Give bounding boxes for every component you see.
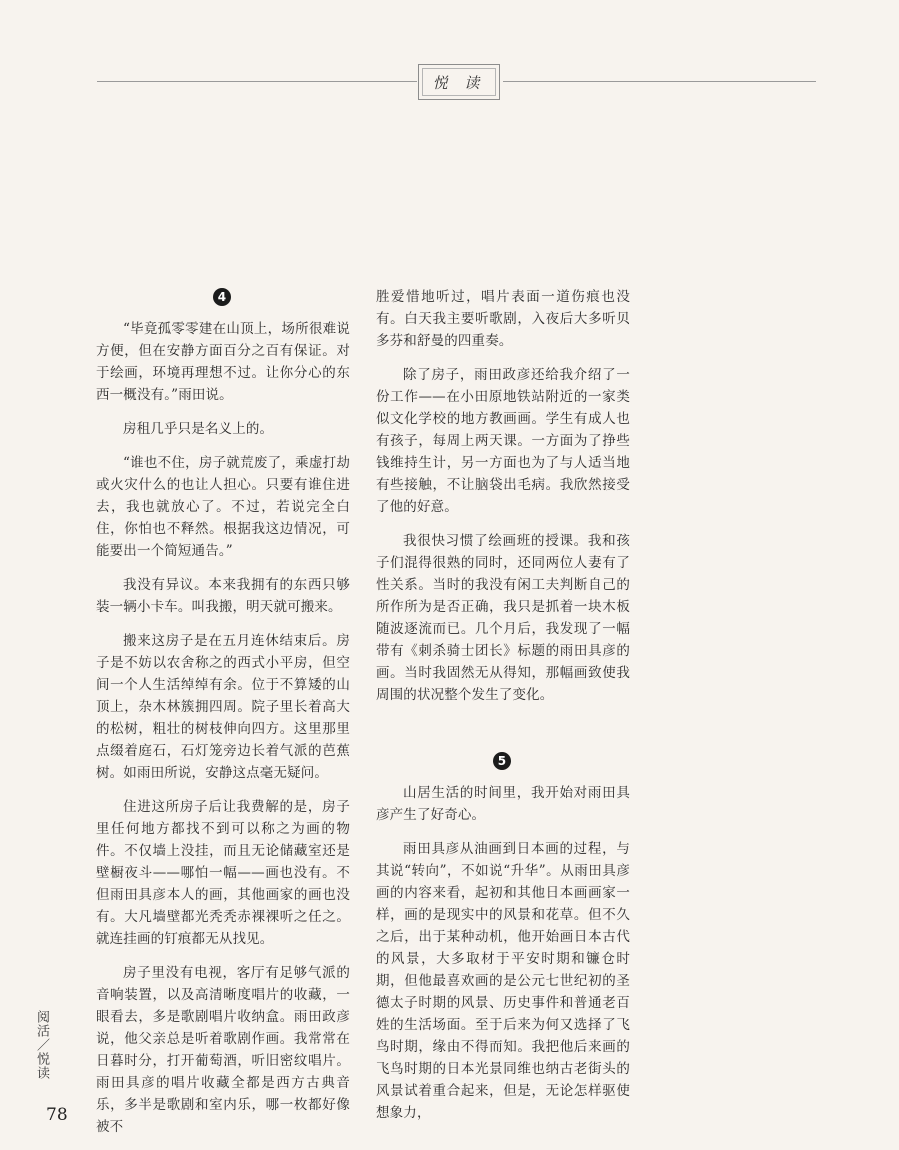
paragraph: 房租几乎只是名义上的。 (123, 421, 274, 437)
section-header-title: 悦 读 (432, 73, 486, 92)
paragraph: 房子里没有电视，客厅有足够气派的音响装置，以及高清晰度唱片的收藏，一眼看去，多是歌剧唱片收纳盒。雨田政彦说，他父亲总是听着歌剧作画。我常常在日暮时分，打开葡萄酒，听旧密纹唱片。雨田具彦的唱片收藏全都是西方古典音乐，多半是歌剧和室内乐，哪一枚都好像被不 (96, 965, 350, 1135)
section-number-badge: 4 (213, 288, 231, 306)
magazine-section-label: 阅活／悦读 (34, 1010, 49, 1080)
paragraph: 我没有异议。本来我拥有的东西只够装一辆小卡车。叫我搬，明天就可搬来。 (96, 577, 350, 615)
right-column (376, 286, 630, 1136)
paragraph-continuation: 胜爱惜地听过，唱片表面一道伤痕也没有。白天我主要听歌剧，入夜后大多听贝多芬和舒曼的四重奏。 (376, 289, 630, 349)
magazine-sidebar (28, 1010, 54, 1080)
paragraph: 雨田具彦从油画到日本画的过程，与其说“转向”，不如说“升华”。从雨田具彦画的内容来看，起初和其他日本画画家一样，画的是现实中的风景和花草。但不久之后，出于某种动机，他开始画日本古代的风景，大多取材于平安时期和镰仓时期，但他最喜欢画的是公元七世纪初的圣德太子时期的风景、历史事件和普通老百姓的生活场面。至于后来为何又选择了飞鸟时期，缘由不得而知。我把他后来画的飞鸟时期的日本光景同维也纳古老街头的风景试着重合起来，但是，无论怎样驱使想象力， (376, 841, 630, 1121)
section-header-box (418, 64, 500, 100)
header-rule-left (97, 81, 417, 82)
paragraph: 住进这所房子后让我费解的是，房子里任何地方都找不到可以称之为画的物件。不仅墙上没挂，而且无论储藏室还是壁橱夜斗——哪怕一幅——画也没有。不但雨田具彦本人的画，其他画家的画也没有。大凡墙壁都光秃秃赤裸裸听之任之。就连挂画的钉痕都无从找见。 (96, 799, 350, 947)
paragraph: 除了房子，雨田政彦还给我介绍了一份工作——在小田原地铁站附近的一家类似文化学校的地方教画画。学生有成人也有孩子，每周上两天课。一方面为了挣些钱维持生计，另一方面也为了与人适当地有些接触，不让脑袋出毛病。我欣然接受了他的好意。 (376, 367, 630, 515)
section-number-badge: 5 (493, 752, 511, 770)
left-column (96, 280, 350, 1150)
paragraph: 我很快习惯了绘画班的授课。我和孩子们混得很熟的同时，还同两位人妻有了性关系。当时的我没有闲工夫判断自己的所作所为是否正确，我只是抓着一块木板随波逐流而已。几个月后，我发现了一幅带有《刺杀骑士团长》标题的雨田具彦的画。当时我固然无从得知，那幅画致使我周围的状况整个发生了变化。 (376, 533, 630, 703)
paragraph: 搬来这房子是在五月连休结束后。房子是不妨以农舍称之的西式小平房，但空间一个人生活绰绰有余。位于不算矮的山顶上，杂木林簇拥四周。院子里长着高大的松树，粗壮的树枝伸向四方。这里那里点缀着庭石，石灯笼旁边长着气派的芭蕉树。如雨田所说，安静这点毫无疑问。 (96, 633, 350, 781)
page-number: 78 (46, 1105, 68, 1125)
header-rule-right (503, 81, 816, 82)
paragraph: “谁也不住，房子就荒废了，乘虚打劫或火灾什么的也让人担心。只要有谁住进去，我也就放心了。不过，若说完全白住，你怕也不释然。根据我这边情况，可能要出一个简短通告。” (96, 455, 350, 559)
paragraph: 山居生活的时间里，我开始对雨田具彦产生了好奇心。 (376, 785, 630, 823)
paragraph: “毕竟孤零零建在山顶上，场所很难说方便，但在安静方面百分之百有保证。对于绘画，环境再理想不过。让你分心的东西一概没有。”雨田说。 (96, 321, 350, 403)
